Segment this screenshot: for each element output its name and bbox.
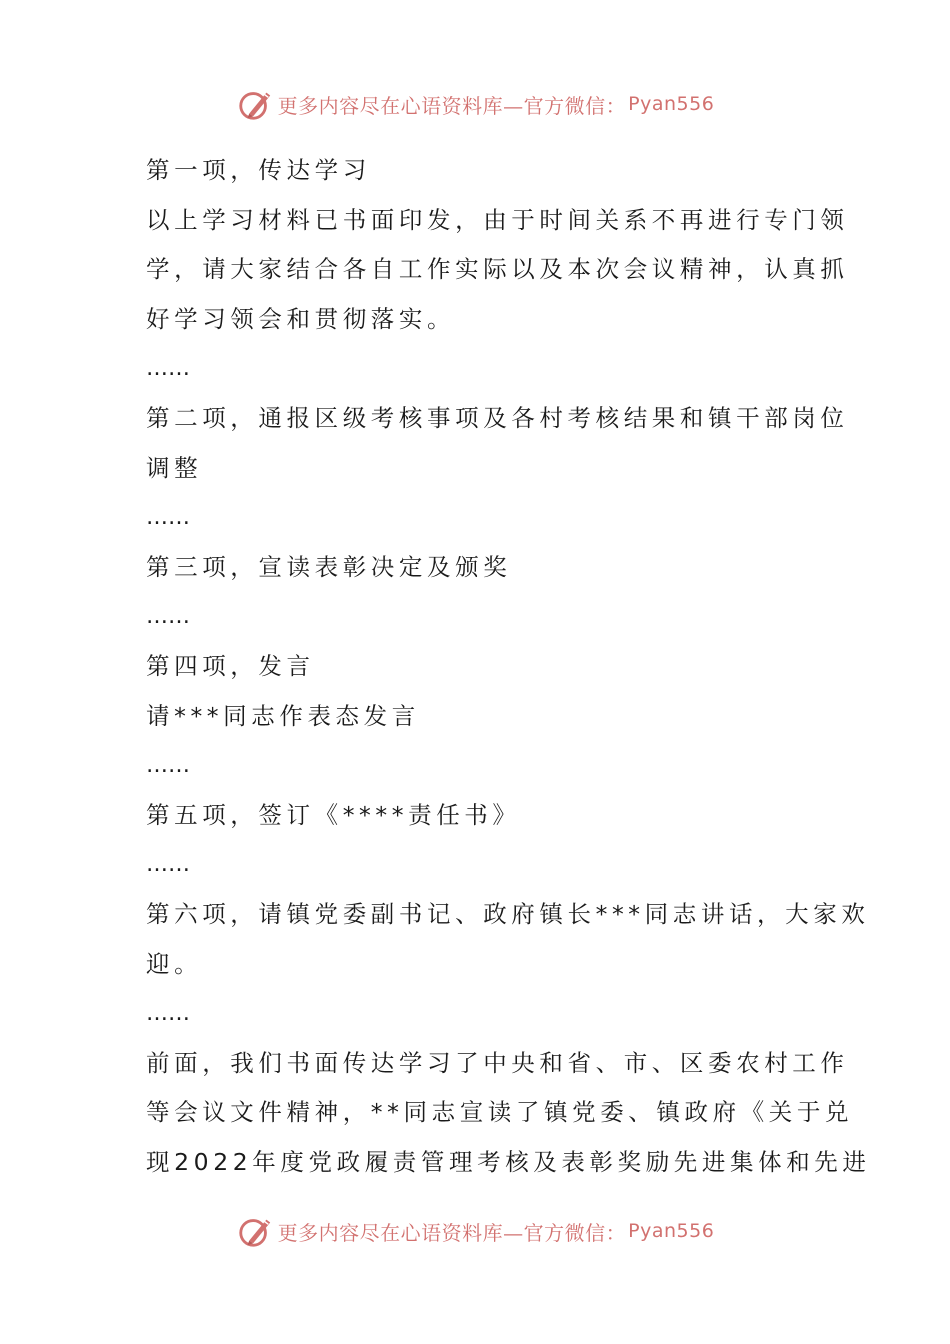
section-heading: 第一项，传达学习 bbox=[146, 156, 371, 184]
ellipsis-line: …… bbox=[146, 604, 190, 630]
section-heading: 第四项，发言 bbox=[146, 651, 315, 680]
ellipsis-line: …… bbox=[146, 852, 190, 878]
ellipsis-line: …… bbox=[146, 1001, 190, 1027]
paragraph-line: 学，请大家结合各自工作实际以及本次会议精神，认真抓 bbox=[146, 255, 849, 284]
document-body bbox=[146, 146, 871, 1187]
footer-watermark bbox=[0, 1211, 950, 1251]
pen-logo-icon bbox=[236, 85, 274, 123]
watermark-wechat-id: Pyan556 bbox=[628, 1220, 715, 1242]
paragraph-line: 以上学习材料已书面印发，由于时间关系不再进行专门领 bbox=[146, 205, 849, 234]
pen-logo-icon bbox=[236, 1212, 274, 1250]
section-heading: 第五项，签订《****责任书》 bbox=[146, 800, 521, 829]
paragraph-line: 前面，我们书面传达学习了中央和省、市、区委农村工作 bbox=[146, 1048, 849, 1077]
section-heading: 调整 bbox=[146, 453, 203, 482]
header-watermark bbox=[0, 84, 950, 124]
watermark-text: 更多内容尽在心语资料库—官方微信： bbox=[277, 93, 627, 118]
paragraph-line: 现2022年度党政履责管理考核及表彰奖励先进集体和先进 bbox=[146, 1147, 871, 1176]
watermark-text: 更多内容尽在心语资料库—官方微信： bbox=[277, 1220, 627, 1245]
paragraph-line: 请***同志作表态发言 bbox=[146, 701, 420, 730]
section-heading: 第三项，宣读表彰决定及颁奖 bbox=[146, 552, 512, 581]
section-heading: 第六项，请镇党委副书记、政府镇长***同志讲话，大家欢 bbox=[146, 899, 870, 928]
paragraph-line: 好学习领会和贯彻落实。 bbox=[146, 304, 456, 333]
ellipsis-line: …… bbox=[146, 753, 190, 779]
paragraph-line: 等会议文件精神，**同志宣读了镇党委、镇政府《关于兑 bbox=[146, 1098, 854, 1127]
section-heading: 第二项，通报区级考核事项及各村考核结果和镇干部岗位 bbox=[146, 403, 849, 432]
watermark-wechat-id: Pyan556 bbox=[628, 93, 715, 115]
ellipsis-line: …… bbox=[146, 505, 190, 531]
section-heading: 迎。 bbox=[146, 949, 203, 978]
ellipsis-line: …… bbox=[146, 356, 190, 382]
